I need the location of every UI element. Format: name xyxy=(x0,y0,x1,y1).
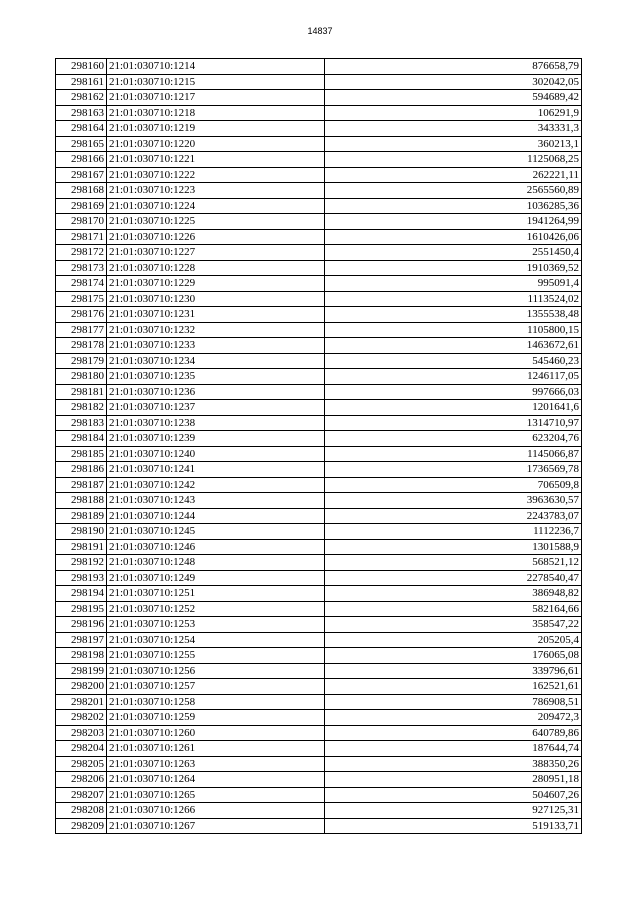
cadastral-value-cell: 545460,23 xyxy=(325,353,582,369)
table-row xyxy=(56,725,582,741)
row-id-cell: 298171 xyxy=(56,229,107,245)
row-id-cell: 298188 xyxy=(56,493,107,509)
row-id-cell: 298190 xyxy=(56,524,107,540)
cadastral-number-cell: 21:01:030710:1244 xyxy=(107,508,325,524)
cadastral-number-cell: 21:01:030710:1235 xyxy=(107,369,325,385)
row-id-cell: 298202 xyxy=(56,710,107,726)
cadastral-value-cell: 339796,61 xyxy=(325,663,582,679)
cadastral-value-cell: 504607,26 xyxy=(325,787,582,803)
table-row xyxy=(56,617,582,633)
row-id-cell: 298180 xyxy=(56,369,107,385)
row-id-cell: 298162 xyxy=(56,90,107,106)
cadastral-value-cell: 1355538,48 xyxy=(325,307,582,323)
cadastral-number-cell: 21:01:030710:1264 xyxy=(107,772,325,788)
table-row xyxy=(56,260,582,276)
cadastral-value-table xyxy=(55,58,582,834)
cadastral-value-cell: 876658,79 xyxy=(325,59,582,75)
cadastral-number-cell: 21:01:030710:1217 xyxy=(107,90,325,106)
row-id-cell: 298169 xyxy=(56,198,107,214)
cadastral-number-cell: 21:01:030710:1254 xyxy=(107,632,325,648)
table-body xyxy=(56,59,582,834)
cadastral-value-cell: 187644,74 xyxy=(325,741,582,757)
row-id-cell: 298205 xyxy=(56,756,107,772)
cadastral-number-cell: 21:01:030710:1245 xyxy=(107,524,325,540)
table-row xyxy=(56,493,582,509)
table-row xyxy=(56,353,582,369)
cadastral-number-cell: 21:01:030710:1263 xyxy=(107,756,325,772)
cadastral-value-cell: 2278540,47 xyxy=(325,570,582,586)
cadastral-number-cell: 21:01:030710:1251 xyxy=(107,586,325,602)
row-id-cell: 298195 xyxy=(56,601,107,617)
cadastral-value-cell: 106291,9 xyxy=(325,105,582,121)
table-row xyxy=(56,710,582,726)
cadastral-value-cell: 360213,1 xyxy=(325,136,582,152)
cadastral-value-cell: 2551450,4 xyxy=(325,245,582,261)
table-row xyxy=(56,756,582,772)
table-row xyxy=(56,446,582,462)
row-id-cell: 298176 xyxy=(56,307,107,323)
table-row xyxy=(56,601,582,617)
table-row xyxy=(56,679,582,695)
table-row xyxy=(56,307,582,323)
row-id-cell: 298198 xyxy=(56,648,107,664)
table-row xyxy=(56,183,582,199)
table-row xyxy=(56,772,582,788)
row-id-cell: 298208 xyxy=(56,803,107,819)
cadastral-value-cell: 162521,61 xyxy=(325,679,582,695)
table-row xyxy=(56,400,582,416)
row-id-cell: 298192 xyxy=(56,555,107,571)
row-id-cell: 298178 xyxy=(56,338,107,354)
table-row xyxy=(56,229,582,245)
cadastral-value-cell: 1125068,25 xyxy=(325,152,582,168)
cadastral-number-cell: 21:01:030710:1248 xyxy=(107,555,325,571)
table-row xyxy=(56,787,582,803)
cadastral-value-cell: 1113524,02 xyxy=(325,291,582,307)
cadastral-value-cell: 1201641,6 xyxy=(325,400,582,416)
row-id-cell: 298200 xyxy=(56,679,107,695)
cadastral-value-cell: 706509,8 xyxy=(325,477,582,493)
cadastral-value-cell: 205205,4 xyxy=(325,632,582,648)
cadastral-value-cell: 1145066,87 xyxy=(325,446,582,462)
cadastral-value-cell: 519133,71 xyxy=(325,818,582,834)
table-row xyxy=(56,136,582,152)
table-row xyxy=(56,539,582,555)
row-id-cell: 298170 xyxy=(56,214,107,230)
cadastral-number-cell: 21:01:030710:1233 xyxy=(107,338,325,354)
cadastral-value-cell: 1736569,78 xyxy=(325,462,582,478)
row-id-cell: 298174 xyxy=(56,276,107,292)
cadastral-number-cell: 21:01:030710:1267 xyxy=(107,818,325,834)
cadastral-number-cell: 21:01:030710:1215 xyxy=(107,74,325,90)
cadastral-value-cell: 1463672,61 xyxy=(325,338,582,354)
row-id-cell: 298173 xyxy=(56,260,107,276)
row-id-cell: 298201 xyxy=(56,694,107,710)
table-row xyxy=(56,648,582,664)
cadastral-number-cell: 21:01:030710:1259 xyxy=(107,710,325,726)
cadastral-number-cell: 21:01:030710:1219 xyxy=(107,121,325,137)
cadastral-value-cell: 623204,76 xyxy=(325,431,582,447)
cadastral-value-cell: 582164,66 xyxy=(325,601,582,617)
cadastral-number-cell: 21:01:030710:1249 xyxy=(107,570,325,586)
table-row xyxy=(56,276,582,292)
row-id-cell: 298206 xyxy=(56,772,107,788)
cadastral-number-cell: 21:01:030710:1242 xyxy=(107,477,325,493)
cadastral-number-cell: 21:01:030710:1255 xyxy=(107,648,325,664)
row-id-cell: 298199 xyxy=(56,663,107,679)
cadastral-value-cell: 343331,3 xyxy=(325,121,582,137)
table-row xyxy=(56,167,582,183)
cadastral-value-cell: 386948,82 xyxy=(325,586,582,602)
table-row xyxy=(56,214,582,230)
row-id-cell: 298163 xyxy=(56,105,107,121)
table-row xyxy=(56,59,582,75)
row-id-cell: 298177 xyxy=(56,322,107,338)
cadastral-value-cell: 358547,22 xyxy=(325,617,582,633)
row-id-cell: 298179 xyxy=(56,353,107,369)
cadastral-number-cell: 21:01:030710:1241 xyxy=(107,462,325,478)
table-row xyxy=(56,384,582,400)
cadastral-number-cell: 21:01:030710:1239 xyxy=(107,431,325,447)
row-id-cell: 298166 xyxy=(56,152,107,168)
cadastral-number-cell: 21:01:030710:1252 xyxy=(107,601,325,617)
table-row xyxy=(56,152,582,168)
row-id-cell: 298189 xyxy=(56,508,107,524)
cadastral-number-cell: 21:01:030710:1225 xyxy=(107,214,325,230)
cadastral-number-cell: 21:01:030710:1257 xyxy=(107,679,325,695)
row-id-cell: 298181 xyxy=(56,384,107,400)
page-number: 14837 xyxy=(307,26,333,36)
row-id-cell: 298187 xyxy=(56,477,107,493)
cadastral-value-cell: 786908,51 xyxy=(325,694,582,710)
table-row xyxy=(56,431,582,447)
row-id-cell: 298194 xyxy=(56,586,107,602)
cadastral-number-cell: 21:01:030710:1266 xyxy=(107,803,325,819)
cadastral-number-cell: 21:01:030710:1228 xyxy=(107,260,325,276)
cadastral-value-cell: 594689,42 xyxy=(325,90,582,106)
cadastral-number-cell: 21:01:030710:1226 xyxy=(107,229,325,245)
cadastral-value-cell: 1105800,15 xyxy=(325,322,582,338)
cadastral-number-cell: 21:01:030710:1214 xyxy=(107,59,325,75)
row-id-cell: 298209 xyxy=(56,818,107,834)
table-row xyxy=(56,105,582,121)
cadastral-number-cell: 21:01:030710:1236 xyxy=(107,384,325,400)
cadastral-number-cell: 21:01:030710:1237 xyxy=(107,400,325,416)
cadastral-number-cell: 21:01:030710:1261 xyxy=(107,741,325,757)
cadastral-value-cell: 1610426,06 xyxy=(325,229,582,245)
cadastral-value-cell: 2243783,07 xyxy=(325,508,582,524)
cadastral-value-cell: 1941264,99 xyxy=(325,214,582,230)
cadastral-number-cell: 21:01:030710:1231 xyxy=(107,307,325,323)
row-id-cell: 298203 xyxy=(56,725,107,741)
table-row xyxy=(56,121,582,137)
table-row xyxy=(56,338,582,354)
cadastral-number-cell: 21:01:030710:1224 xyxy=(107,198,325,214)
row-id-cell: 298204 xyxy=(56,741,107,757)
cadastral-value-cell: 209472,3 xyxy=(325,710,582,726)
cadastral-number-cell: 21:01:030710:1222 xyxy=(107,167,325,183)
cadastral-value-cell: 280951,18 xyxy=(325,772,582,788)
table-row xyxy=(56,415,582,431)
table-row xyxy=(56,477,582,493)
cadastral-number-cell: 21:01:030710:1218 xyxy=(107,105,325,121)
cadastral-number-cell: 21:01:030710:1223 xyxy=(107,183,325,199)
table-row xyxy=(56,741,582,757)
cadastral-number-cell: 21:01:030710:1246 xyxy=(107,539,325,555)
cadastral-value-cell: 1910369,52 xyxy=(325,260,582,276)
table-row xyxy=(56,555,582,571)
cadastral-number-cell: 21:01:030710:1260 xyxy=(107,725,325,741)
cadastral-value-cell: 1112236,7 xyxy=(325,524,582,540)
cadastral-value-cell: 262221,11 xyxy=(325,167,582,183)
row-id-cell: 298197 xyxy=(56,632,107,648)
cadastral-number-cell: 21:01:030710:1220 xyxy=(107,136,325,152)
row-id-cell: 298161 xyxy=(56,74,107,90)
cadastral-value-cell: 1246117,05 xyxy=(325,369,582,385)
cadastral-number-cell: 21:01:030710:1238 xyxy=(107,415,325,431)
table-row xyxy=(56,632,582,648)
table-row xyxy=(56,586,582,602)
row-id-cell: 298207 xyxy=(56,787,107,803)
row-id-cell: 298165 xyxy=(56,136,107,152)
cadastral-value-cell: 995091,4 xyxy=(325,276,582,292)
cadastral-value-cell: 1036285,36 xyxy=(325,198,582,214)
cadastral-number-cell: 21:01:030710:1253 xyxy=(107,617,325,633)
cadastral-number-cell: 21:01:030710:1240 xyxy=(107,446,325,462)
cadastral-value-cell: 3963630,57 xyxy=(325,493,582,509)
row-id-cell: 298183 xyxy=(56,415,107,431)
cadastral-number-cell: 21:01:030710:1234 xyxy=(107,353,325,369)
cadastral-number-cell: 21:01:030710:1256 xyxy=(107,663,325,679)
cadastral-value-cell: 1314710,97 xyxy=(325,415,582,431)
cadastral-value-cell: 997666,03 xyxy=(325,384,582,400)
table-row xyxy=(56,322,582,338)
table-row xyxy=(56,570,582,586)
table-row xyxy=(56,663,582,679)
row-id-cell: 298193 xyxy=(56,570,107,586)
cadastral-value-cell: 640789,86 xyxy=(325,725,582,741)
table-row xyxy=(56,524,582,540)
cadastral-value-cell: 302042,05 xyxy=(325,74,582,90)
cadastral-number-cell: 21:01:030710:1229 xyxy=(107,276,325,292)
row-id-cell: 298167 xyxy=(56,167,107,183)
table-row xyxy=(56,694,582,710)
row-id-cell: 298182 xyxy=(56,400,107,416)
table-row xyxy=(56,74,582,90)
row-id-cell: 298184 xyxy=(56,431,107,447)
cadastral-value-cell: 2565560,89 xyxy=(325,183,582,199)
table-row xyxy=(56,462,582,478)
table-row xyxy=(56,818,582,834)
row-id-cell: 298186 xyxy=(56,462,107,478)
row-id-cell: 298185 xyxy=(56,446,107,462)
cadastral-number-cell: 21:01:030710:1258 xyxy=(107,694,325,710)
table-row xyxy=(56,90,582,106)
row-id-cell: 298168 xyxy=(56,183,107,199)
cadastral-value-cell: 568521,12 xyxy=(325,555,582,571)
row-id-cell: 298160 xyxy=(56,59,107,75)
cadastral-number-cell: 21:01:030710:1227 xyxy=(107,245,325,261)
cadastral-value-cell: 176065,08 xyxy=(325,648,582,664)
row-id-cell: 298172 xyxy=(56,245,107,261)
table-row xyxy=(56,291,582,307)
table-row xyxy=(56,508,582,524)
table-row xyxy=(56,198,582,214)
cadastral-number-cell: 21:01:030710:1221 xyxy=(107,152,325,168)
row-id-cell: 298175 xyxy=(56,291,107,307)
cadastral-number-cell: 21:01:030710:1265 xyxy=(107,787,325,803)
table-row xyxy=(56,369,582,385)
cadastral-value-cell: 388350,26 xyxy=(325,756,582,772)
cadastral-number-cell: 21:01:030710:1232 xyxy=(107,322,325,338)
cadastral-number-cell: 21:01:030710:1243 xyxy=(107,493,325,509)
cadastral-number-cell: 21:01:030710:1230 xyxy=(107,291,325,307)
cadastral-value-cell: 1301588,9 xyxy=(325,539,582,555)
row-id-cell: 298196 xyxy=(56,617,107,633)
row-id-cell: 298164 xyxy=(56,121,107,137)
cadastral-value-cell: 927125,31 xyxy=(325,803,582,819)
table-row xyxy=(56,245,582,261)
table-row xyxy=(56,803,582,819)
row-id-cell: 298191 xyxy=(56,539,107,555)
